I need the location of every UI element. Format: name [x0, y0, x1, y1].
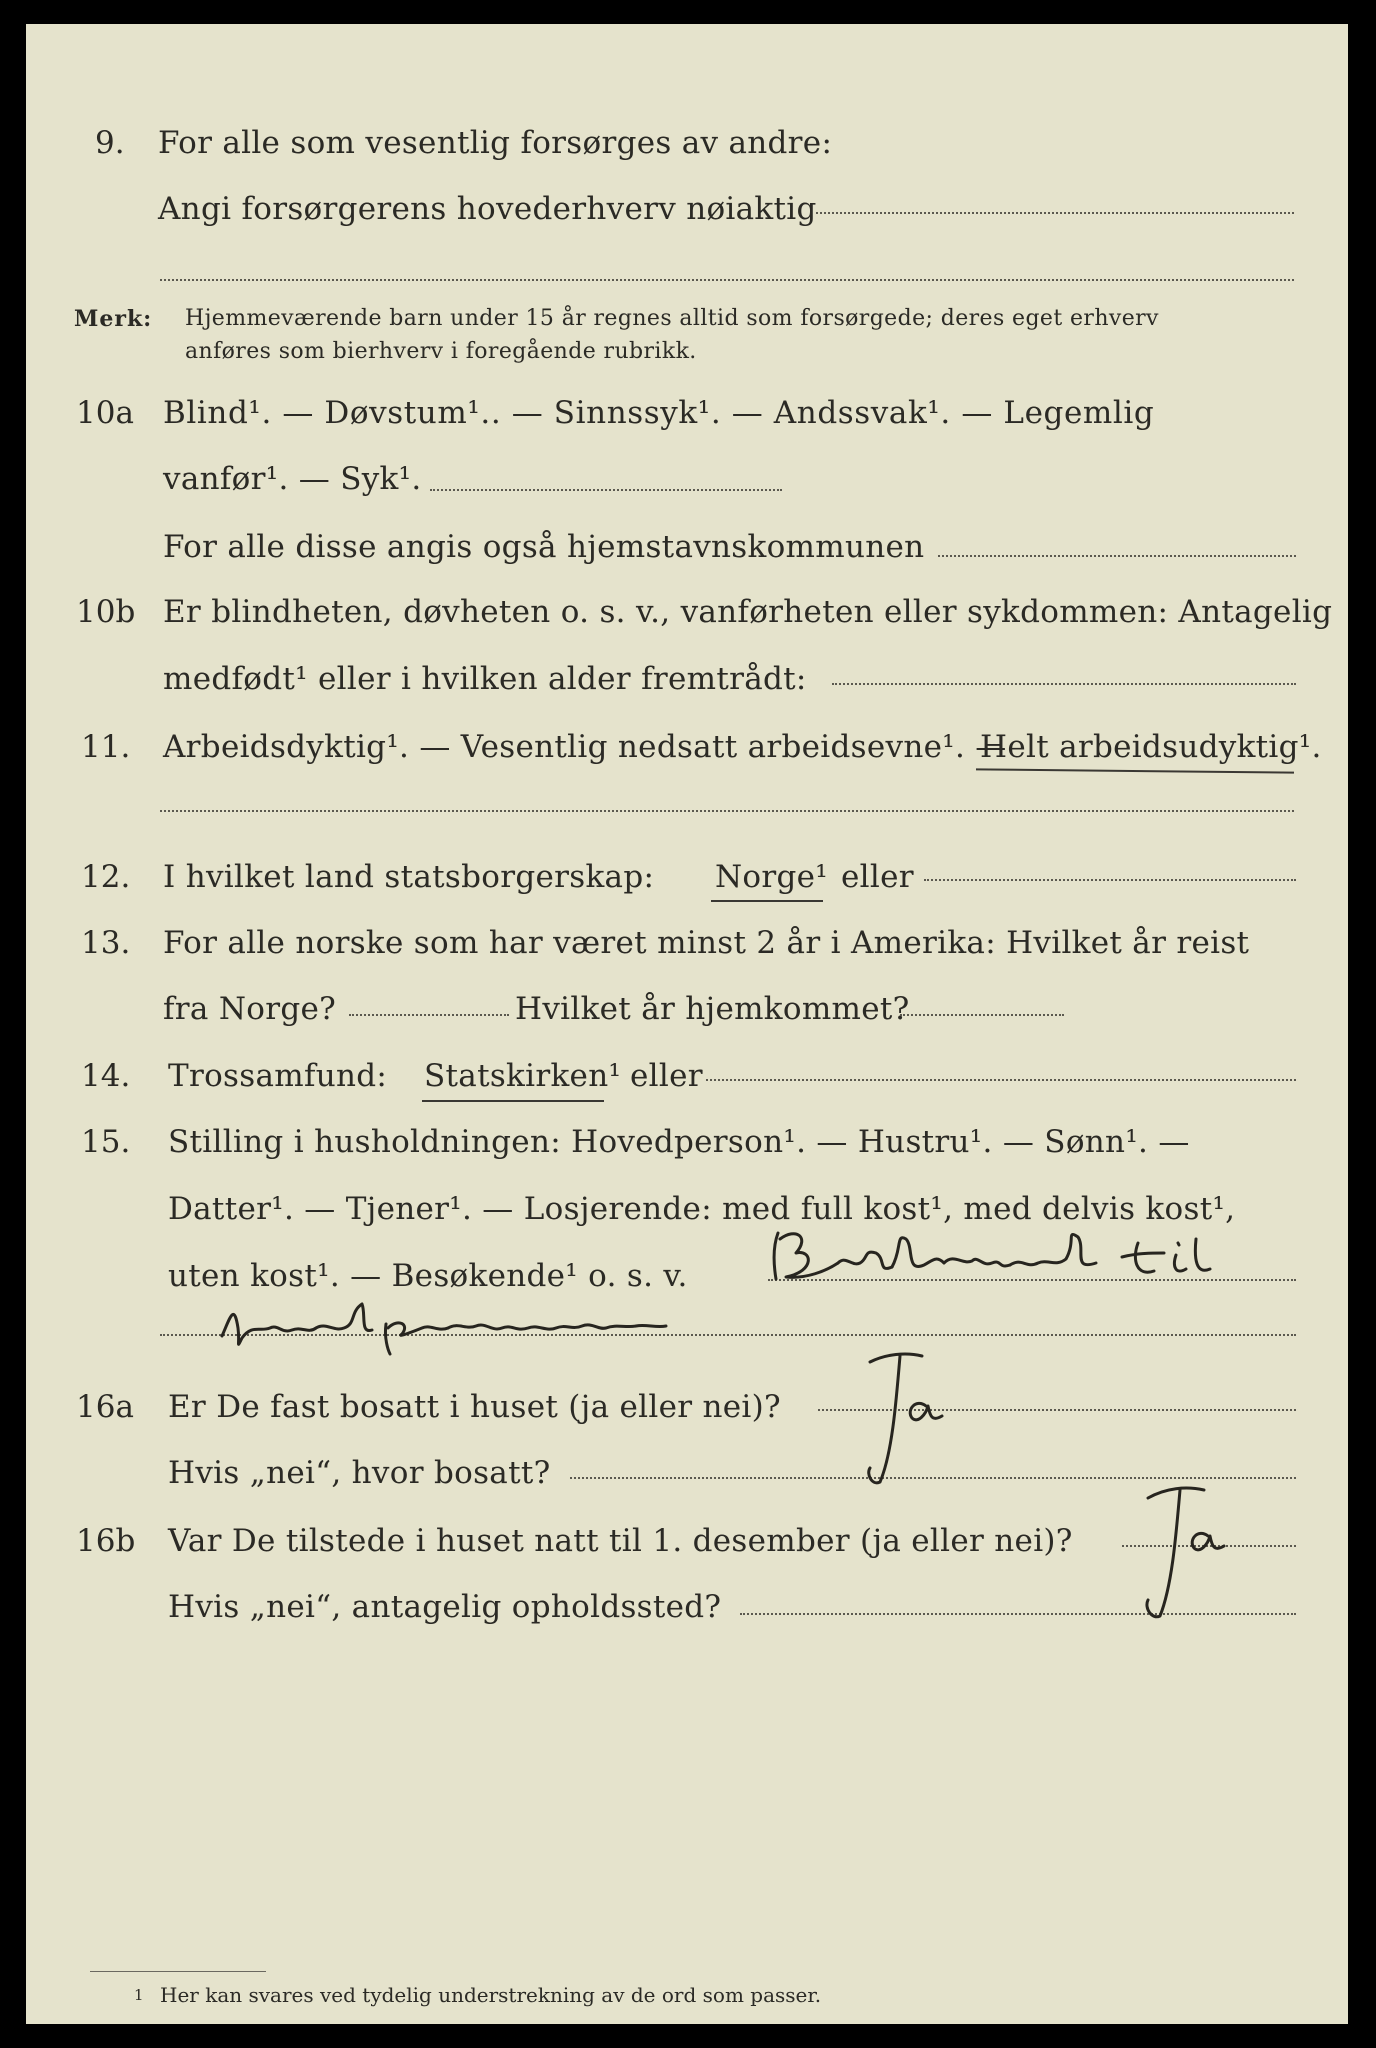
q12-number: 12. [81, 859, 131, 895]
q10a-line2: vanfør¹. — Syk¹. [163, 461, 422, 497]
q11-handwritten-underline [976, 768, 1294, 773]
q15-handwritten-answer-2 [216, 1288, 736, 1358]
q9-line1: For alle som vesentlig forsørges av andre: [158, 125, 833, 161]
q10b-answer-line[interactable] [832, 683, 1296, 685]
footnote-mark: 1 [134, 1986, 144, 2004]
q16b-number: 16b [76, 1523, 136, 1559]
census-form-page [26, 24, 1348, 2024]
q9-number: 9. [95, 125, 125, 161]
q11-answer-line[interactable] [160, 810, 1294, 812]
q16a-line1: Er De fast bosatt i huset (ja eller nei)? [168, 1389, 781, 1425]
q16a-handwritten-answer [856, 1344, 976, 1494]
merk-line1: Hjemmeværende barn under 15 år regnes alltid som forsørgede; deres eget erhverv [185, 306, 1159, 331]
q13-number: 13. [81, 925, 131, 961]
merk-line2: anføres som bierhverv i foregående rubrikk. [185, 339, 697, 364]
q14-selected-option[interactable]: Statskirken¹ [424, 1058, 622, 1094]
q10a-kommune-answer-line[interactable] [938, 555, 1296, 557]
merk-label: Merk: [74, 306, 153, 332]
q10a-line3: For alle disse angis også hjemstavnskommunen [163, 529, 925, 565]
q16b-handwritten-answer [1132, 1476, 1252, 1626]
q14-handwritten-underline [422, 1100, 604, 1102]
q9-answer-line[interactable] [816, 212, 1294, 214]
q9-answer-line-2[interactable] [160, 279, 1294, 281]
q15-handwritten-answer-1 [766, 1219, 1286, 1289]
q12-text: I hvilket land statsborgerskap: [163, 859, 655, 895]
q10a-line1: Blind¹. — Døvstum¹.. — Sinnssyk¹. — Andssvak¹. — Legemlig [163, 395, 1155, 431]
q10a-syk-answer-line[interactable] [430, 489, 782, 491]
q10b-line1: Er blindheten, døvheten o. s. v., vanførheten eller sykdommen: Antagelig [163, 594, 1333, 630]
q14-after: eller [630, 1058, 703, 1094]
q12-selected-option[interactable]: Norge¹ [715, 859, 829, 895]
q13-line2b: Hvilket år hjemkommet? [515, 991, 910, 1027]
q10b-number: 10b [76, 594, 136, 630]
q16b-line2: Hvis „nei“, antagelig opholdssted? [168, 1589, 722, 1625]
q16b-line1: Var De tilstede i huset natt til 1. desember (ja eller nei)? [168, 1523, 1073, 1559]
q9-line2: Angi forsørgerens hovederhverv nøiaktig [158, 191, 817, 227]
q16a-line2: Hvis „nei“, hvor bosatt? [168, 1455, 551, 1491]
q14-number: 14. [81, 1058, 131, 1094]
q13-line2a: fra Norge? [163, 991, 337, 1027]
q16a-number: 16a [76, 1389, 134, 1425]
q10a-number: 10a [76, 395, 134, 431]
q10b-line2: medfødt¹ eller i hvilken alder fremtrådt: [163, 661, 807, 697]
q12-handwritten-underline [711, 900, 823, 902]
q13-hjemkommet-answer-line[interactable] [900, 1014, 1064, 1016]
q11-number: 11. [81, 729, 131, 765]
q14-answer-line[interactable] [706, 1079, 1296, 1081]
q15-line2: Datter¹. — Tjener¹. — Losjerende: med full kost¹, med delvis kost¹, [168, 1191, 1236, 1227]
footnote-divider [90, 1971, 266, 1972]
q13-reist-answer-line[interactable] [349, 1014, 509, 1016]
q15-line1: Stilling i husholdningen: Hovedperson¹. — Hustru¹. — Sønn¹. — [168, 1124, 1190, 1160]
q12-answer-line[interactable] [924, 879, 1296, 881]
footnote-text: Her kan svares ved tydelig understrekning av de ord som passer. [160, 1983, 822, 2007]
q15-number: 15. [81, 1124, 131, 1160]
q15-line3: uten kost¹. — Besøkende¹ o. s. v. [168, 1258, 688, 1294]
q11-selected-option[interactable]: Helt arbeidsudyktig¹. [980, 729, 1322, 765]
q11-text: Arbeidsdyktig¹. — Vesentlig nedsatt arbeidsevne¹. — [163, 729, 1007, 765]
q12-after: eller [841, 859, 914, 895]
q14-text: Trossamfund: [168, 1058, 388, 1094]
q13-line1: For alle norske som har været minst 2 år i Amerika: Hvilket år reist [163, 925, 1250, 961]
